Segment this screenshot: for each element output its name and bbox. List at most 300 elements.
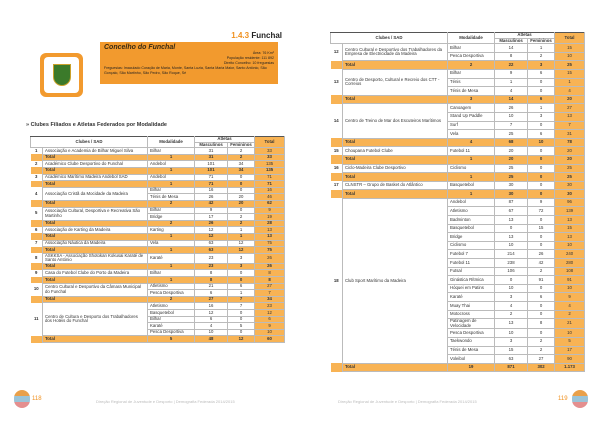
table-cell: Taekwondo: [448, 337, 495, 346]
table-cell: 96: [555, 198, 585, 207]
table-cell: 7: [255, 290, 285, 297]
table-cell: 6: [528, 130, 555, 139]
table-cell: 2: [228, 214, 255, 221]
table-cell: Futebol 11: [448, 147, 495, 156]
table-row: [31, 283, 285, 290]
table-cell: Basquetebol: [448, 181, 495, 190]
table-cell: 2: [228, 220, 255, 227]
table-cell: Bilhar: [148, 316, 195, 323]
table-cell: 42: [195, 200, 228, 207]
table-cell: 0: [228, 207, 255, 214]
table-cell: 20: [228, 194, 255, 201]
populacao: População residente: 111 892: [226, 56, 274, 60]
table-cell: 30: [495, 181, 528, 190]
table-cell: Ténis de Mesa: [448, 346, 495, 355]
table-cell: Ciclismo: [448, 164, 495, 173]
table-cell: 15: [555, 224, 585, 233]
table-cell: 71: [255, 181, 285, 188]
table-cell: 26: [255, 263, 285, 270]
table-cell: 2: [528, 337, 555, 346]
table-cell: Vela: [448, 130, 495, 139]
table-cell: 3: [228, 253, 255, 263]
table-cell: Académico Clube Desportivo do Funchal: [43, 161, 148, 168]
concelho-info-banner: [100, 42, 278, 84]
table-cell: 1: [448, 190, 495, 199]
table-cell: 4: [448, 138, 495, 147]
table-cell: 238: [495, 259, 528, 268]
total-row: [31, 336, 285, 343]
table-cell: 2: [448, 61, 495, 70]
table-row: [331, 69, 585, 78]
table-cell: Karaté: [148, 253, 195, 263]
table-cell: 1: [448, 155, 495, 164]
table-cell: 1: [148, 233, 195, 240]
table-cell: 5: [35, 210, 38, 216]
total-row: [31, 233, 285, 240]
table-cell: 0: [228, 181, 255, 188]
table-cell: 2: [228, 148, 255, 155]
header-modalidade: Modalidade: [148, 137, 195, 148]
table-cell: 3: [448, 95, 495, 104]
table-cell: Total: [343, 173, 448, 182]
table-cell: 8: [255, 277, 285, 284]
table-cell: 20: [555, 147, 585, 156]
table-cell: 68: [495, 138, 528, 147]
table-cell: Voleibol: [448, 355, 495, 364]
table-cell: Choupana Futebol Clube: [343, 147, 448, 156]
table-cell: 67: [495, 207, 528, 216]
table-cell: Centro de Desporto, Cultural e Recreio dos CTT - Correios: [343, 69, 448, 95]
table-cell: 0: [528, 147, 555, 156]
table-cell: Karaté: [448, 293, 495, 302]
table-cell: 0: [528, 233, 555, 242]
table-cell: 18: [333, 277, 339, 283]
table-cell: 101: [195, 167, 228, 174]
table-cell: Pesca Desportiva: [448, 52, 495, 61]
table-cell: 78: [555, 138, 585, 147]
table-cell: 240: [555, 250, 585, 259]
table-cell: Futsal: [448, 267, 495, 276]
table-cell: 3: [528, 112, 555, 121]
table-cell: 16: [255, 187, 285, 194]
table-cell: Karting: [148, 227, 195, 234]
table-cell: Muay Thai: [448, 302, 495, 311]
table-cell: 22: [495, 61, 528, 70]
table-cell: 63: [195, 247, 228, 254]
table-cell: 0: [228, 270, 255, 277]
table-cell: 15: [333, 147, 339, 153]
table-cell: Total: [43, 296, 148, 303]
table-cell: Bilhar: [148, 270, 195, 277]
table-cell: Total: [43, 277, 148, 284]
total-row: [31, 167, 285, 174]
table-cell: 25: [555, 164, 585, 173]
freguesias-count: Direito Concelho: 10 freguesias: [223, 61, 274, 65]
table-cell: Total: [43, 167, 148, 174]
total-row: [31, 277, 285, 284]
table-cell: 10: [528, 138, 555, 147]
table-cell: 9: [495, 69, 528, 78]
table-cell: 23: [195, 263, 228, 270]
table-cell: Ténis: [448, 78, 495, 87]
table-cell: Basquetebol: [448, 224, 495, 233]
table-cell: Club Sport Marítimo da Madeira: [343, 198, 448, 363]
table-cell: 0: [528, 173, 555, 182]
table-cell: Bilhar: [148, 187, 195, 194]
total-row: [31, 200, 285, 207]
table-cell: 1.173: [555, 363, 585, 372]
table-cell: 27: [555, 104, 585, 113]
table-row: [31, 270, 285, 277]
table-cell: 108: [555, 267, 585, 276]
table-cell: 101: [195, 161, 228, 168]
table-cell: 63: [495, 355, 528, 364]
table-cell: 4: [495, 87, 528, 96]
table-cell: 12: [255, 310, 285, 317]
table-cell: 23: [255, 303, 285, 310]
table-cell: 10: [195, 329, 228, 336]
table-cell: 0: [228, 329, 255, 336]
table-cell: 91: [528, 276, 555, 285]
table-cell: Total: [43, 233, 148, 240]
table-cell: Total: [43, 154, 148, 161]
table-cell: Casa do Futebol Clube do Porto da Madeira: [43, 270, 148, 277]
table-cell: Hóquei em Patins: [448, 284, 495, 293]
table-cell: 3: [228, 263, 255, 270]
table-row: [31, 161, 285, 168]
table-subtitle: » Clubes Filiados e Atletas Federados por Modalidade: [26, 122, 167, 128]
table-cell: 31: [195, 154, 228, 161]
table-cell: Total: [343, 138, 448, 147]
table-cell: 72: [528, 207, 555, 216]
table-cell: 4: [555, 302, 585, 311]
header-masculinos: Masculinos: [495, 38, 528, 44]
table-cell: Karaté: [148, 323, 195, 330]
table-cell: 31: [555, 130, 585, 139]
table-cell: 26: [528, 250, 555, 259]
table-cell: Atletismo: [448, 207, 495, 216]
table-cell: Badminton: [448, 216, 495, 225]
total-row: [31, 154, 285, 161]
table-cell: 2: [148, 296, 195, 303]
table-cell: 14: [333, 117, 339, 123]
table-row: [331, 198, 585, 207]
table-cell: Ginástica Rítmica: [448, 276, 495, 285]
table-cell: 71: [195, 174, 228, 181]
table-cell: ASKKSA - Associação Shotokan Kokusai Karaté de Santo António: [43, 253, 148, 263]
table-cell: 0: [528, 216, 555, 225]
table-cell: 10: [555, 241, 585, 250]
concelho-title: Concelho do Funchal: [104, 44, 176, 51]
table-row: [31, 148, 285, 155]
header-club: Clubes / SAD: [331, 33, 448, 44]
table-cell: 34: [228, 167, 255, 174]
footer: Direção Regional de Juventude e Desporto | Demografia Federada 2014/2015: [338, 399, 477, 404]
table-cell: 26: [195, 220, 228, 227]
table-cell: 6: [528, 95, 555, 104]
table-cell: Canoagem: [448, 104, 495, 113]
table-cell: 16: [333, 165, 339, 170]
table-cell: Associação Náutica da Madeira: [43, 240, 148, 247]
total-row: [331, 155, 585, 164]
total-row: [31, 220, 285, 227]
table-cell: 10: [555, 52, 585, 61]
table-cell: 10: [495, 329, 528, 338]
table-cell: 1: [528, 104, 555, 113]
table-row: [331, 181, 585, 190]
table-cell: 26: [255, 253, 285, 263]
page-number: 118: [32, 396, 42, 402]
table-cell: 34: [255, 296, 285, 303]
table-cell: 33: [255, 154, 285, 161]
table-cell: 42: [528, 259, 555, 268]
table-cell: Futebol 11: [448, 259, 495, 268]
table-cell: Pesca Desportiva: [148, 290, 195, 297]
table-cell: 3: [528, 61, 555, 70]
table-cell: Atletismo: [148, 303, 195, 310]
table-cell: Total: [43, 181, 148, 188]
table-cell: 8: [528, 319, 555, 329]
table-cell: 5: [228, 323, 255, 330]
table-cell: 2: [148, 200, 195, 207]
right-page: [300, 0, 600, 424]
table-cell: 7: [228, 296, 255, 303]
table-cell: Total: [43, 220, 148, 227]
table-cell: 19: [255, 214, 285, 221]
table-cell: 9: [35, 269, 38, 275]
table-cell: 4: [555, 87, 585, 96]
table-cell: 91: [555, 276, 585, 285]
table-cell: 5: [148, 336, 195, 343]
table-cell: 871: [495, 363, 528, 372]
table-row: [31, 253, 285, 263]
table-cell: 16: [195, 303, 228, 310]
table-cell: 19: [448, 363, 495, 372]
table-cell: 0: [528, 310, 555, 319]
header-club: Clubes / SAD: [31, 137, 148, 148]
table-cell: 46: [255, 194, 285, 201]
table-cell: 0: [528, 155, 555, 164]
table-cell: 135: [255, 167, 285, 174]
table-cell: 7: [35, 240, 38, 245]
table-cell: 8: [255, 270, 285, 277]
footer: Direção Regional de Juventude e Desporto | Demografia Federada 2014/2015: [96, 399, 235, 404]
table-cell: 13: [495, 233, 528, 242]
table-cell: 2: [148, 220, 195, 227]
total-row: [331, 173, 585, 182]
table-cell: 10: [555, 284, 585, 293]
table-cell: 5: [555, 337, 585, 346]
table-cell: 2: [228, 154, 255, 161]
table-cell: 6: [528, 293, 555, 302]
table-cell: 1: [148, 277, 195, 284]
table-cell: Basquetebol: [148, 310, 195, 317]
table-cell: 11: [33, 316, 39, 322]
table-cell: 1: [448, 173, 495, 182]
table-cell: 0: [528, 87, 555, 96]
table-cell: Total: [343, 190, 448, 199]
header-total: Total: [255, 137, 285, 148]
table-cell: 4: [35, 190, 38, 196]
table-cell: 34: [228, 161, 255, 168]
table-cell: 12: [195, 227, 228, 234]
table-cell: 302: [528, 363, 555, 372]
table-cell: Ciclo-Madeira Clube Desportivo: [343, 164, 448, 173]
table-cell: Atletismo: [148, 283, 195, 290]
header-modalidade: Modalidade: [448, 33, 495, 44]
table-cell: 2: [35, 160, 38, 166]
table-row: [331, 44, 585, 53]
table-cell: 28: [255, 220, 285, 227]
table-cell: 0: [495, 224, 528, 233]
table-cell: 1: [528, 44, 555, 53]
table-cell: 1: [148, 167, 195, 174]
header-femininos: Femininos: [228, 142, 255, 148]
table-cell: 6: [528, 69, 555, 78]
table-cell: 3: [495, 337, 528, 346]
table-cell: Patinagem de Velocidade: [448, 319, 495, 329]
table-cell: 0: [528, 284, 555, 293]
table-cell: Ténis de Mesa: [148, 194, 195, 201]
table-cell: 75: [255, 247, 285, 254]
table-cell: 15: [528, 224, 555, 233]
table-cell: Total: [343, 95, 448, 104]
total-row: [331, 190, 585, 199]
table-cell: 27: [195, 296, 228, 303]
table-cell: Académico Marítimo Madeira Andebol SAD: [43, 174, 148, 181]
table-cell: 15: [495, 346, 528, 355]
table-cell: 26: [495, 104, 528, 113]
table-cell: 10: [495, 284, 528, 293]
table-cell: 9: [555, 293, 585, 302]
table-cell: 0: [228, 174, 255, 181]
table-cell: 17: [195, 214, 228, 221]
table-cell: 135: [255, 161, 285, 168]
table-cell: 0: [528, 329, 555, 338]
table-cell: 13: [495, 216, 528, 225]
table-cell: 87: [495, 198, 528, 207]
table-cell: 8: [195, 270, 228, 277]
table-cell: 10: [33, 286, 39, 292]
table-cell: 9: [195, 207, 228, 214]
table-cell: 8: [495, 52, 528, 61]
table-cell: 1: [148, 247, 195, 254]
table-cell: 6: [195, 290, 228, 297]
table-cell: Associação de Karting da Madeira: [43, 227, 148, 234]
table-cell: 2: [555, 310, 585, 319]
table-cell: Andebol: [448, 198, 495, 207]
table-cell: 12: [228, 247, 255, 254]
table-cell: Associação e Academia de Bilhar Miguel Silva: [43, 148, 148, 155]
table-cell: 139: [555, 207, 585, 216]
section-heading: 1.4.3 Funchal: [231, 31, 282, 40]
freguesias: Freguesias: Imaculado Coração de Maria, Monte, Santa Luzia, Santa Maria Maior, Santo António, São Gonçalo, São Martinho, São Pedro, São Roque, Sé: [104, 66, 267, 75]
table-cell: 0: [228, 187, 255, 194]
total-row: [31, 181, 285, 188]
table-cell: Total: [343, 61, 448, 70]
table-cell: 0: [528, 241, 555, 250]
table-cell: 0: [228, 310, 255, 317]
table-cell: Centro Cultural e Desportivo da Câmara Municipal do Funchal: [43, 283, 148, 296]
table-cell: 13: [333, 79, 339, 85]
table-cell: 10: [495, 112, 528, 121]
table-cell: 10: [255, 329, 285, 336]
total-row: [331, 95, 585, 104]
table-cell: Bridge: [448, 233, 495, 242]
table-cell: 3: [35, 174, 38, 180]
logo-icon: [14, 390, 30, 408]
table-cell: Pesca Desportiva: [148, 329, 195, 336]
table-cell: 27: [255, 283, 285, 290]
table-cell: 10: [495, 241, 528, 250]
header-atletas: Atletas: [195, 137, 255, 143]
table-cell: 4: [195, 323, 228, 330]
coat-of-arms-icon: [40, 53, 83, 97]
table-cell: Total: [43, 200, 148, 207]
table-cell: 9: [255, 323, 285, 330]
table-cell: 12: [333, 49, 339, 55]
table-cell: 20: [228, 200, 255, 207]
table-cell: 12: [228, 240, 255, 247]
table-row: [331, 104, 585, 113]
logo-icon: [572, 390, 588, 408]
table-cell: 1: [228, 290, 255, 297]
table-cell: 20: [495, 147, 528, 156]
table-cell: 7: [555, 121, 585, 130]
table-cell: 13: [255, 233, 285, 240]
table-cell: 12: [195, 310, 228, 317]
table-cell: 25: [495, 130, 528, 139]
table-cell: 60: [255, 336, 285, 343]
table-cell: 21: [555, 319, 585, 329]
table-cell: 0: [228, 277, 255, 284]
table-cell: 15: [555, 44, 585, 53]
table-cell: Andebol: [148, 161, 195, 168]
table-cell: Surf: [448, 121, 495, 130]
table-cell: Bilhar: [148, 207, 195, 214]
table-cell: Ténis de Mesa: [448, 87, 495, 96]
table-cell: Pesca Desportiva: [448, 329, 495, 338]
table-cell: 13: [555, 233, 585, 242]
table-cell: 48: [195, 336, 228, 343]
table-cell: Total: [43, 247, 148, 254]
table-cell: 0: [528, 302, 555, 311]
table-cell: Bridge: [148, 214, 195, 221]
table-cell: 7: [495, 121, 528, 130]
table-cell: 1: [555, 78, 585, 87]
table-row: [31, 303, 285, 310]
table-cell: Motocross: [448, 310, 495, 319]
table-cell: Associação Cristã da Mocidade da Madeira: [43, 187, 148, 200]
table-cell: 31: [195, 148, 228, 155]
table-cell: 33: [255, 148, 285, 155]
table-cell: 14: [495, 95, 528, 104]
table-cell: 1: [228, 227, 255, 234]
table-cell: Vela: [148, 240, 195, 247]
table-cell: 17: [333, 182, 339, 188]
table-cell: 14: [495, 44, 528, 53]
table-cell: 280: [555, 259, 585, 268]
header-masculinos: Masculinos: [195, 142, 228, 148]
table-cell: Centro de Treino de Mar dos Escuteiros Marítimos: [343, 104, 448, 138]
table-cell: 6: [228, 283, 255, 290]
table-cell: 2: [528, 346, 555, 355]
table-row: [31, 207, 285, 214]
total-row: [31, 296, 285, 303]
table-cell: 20: [555, 95, 585, 104]
table-cell: 214: [495, 250, 528, 259]
table-cell: 0: [528, 181, 555, 190]
